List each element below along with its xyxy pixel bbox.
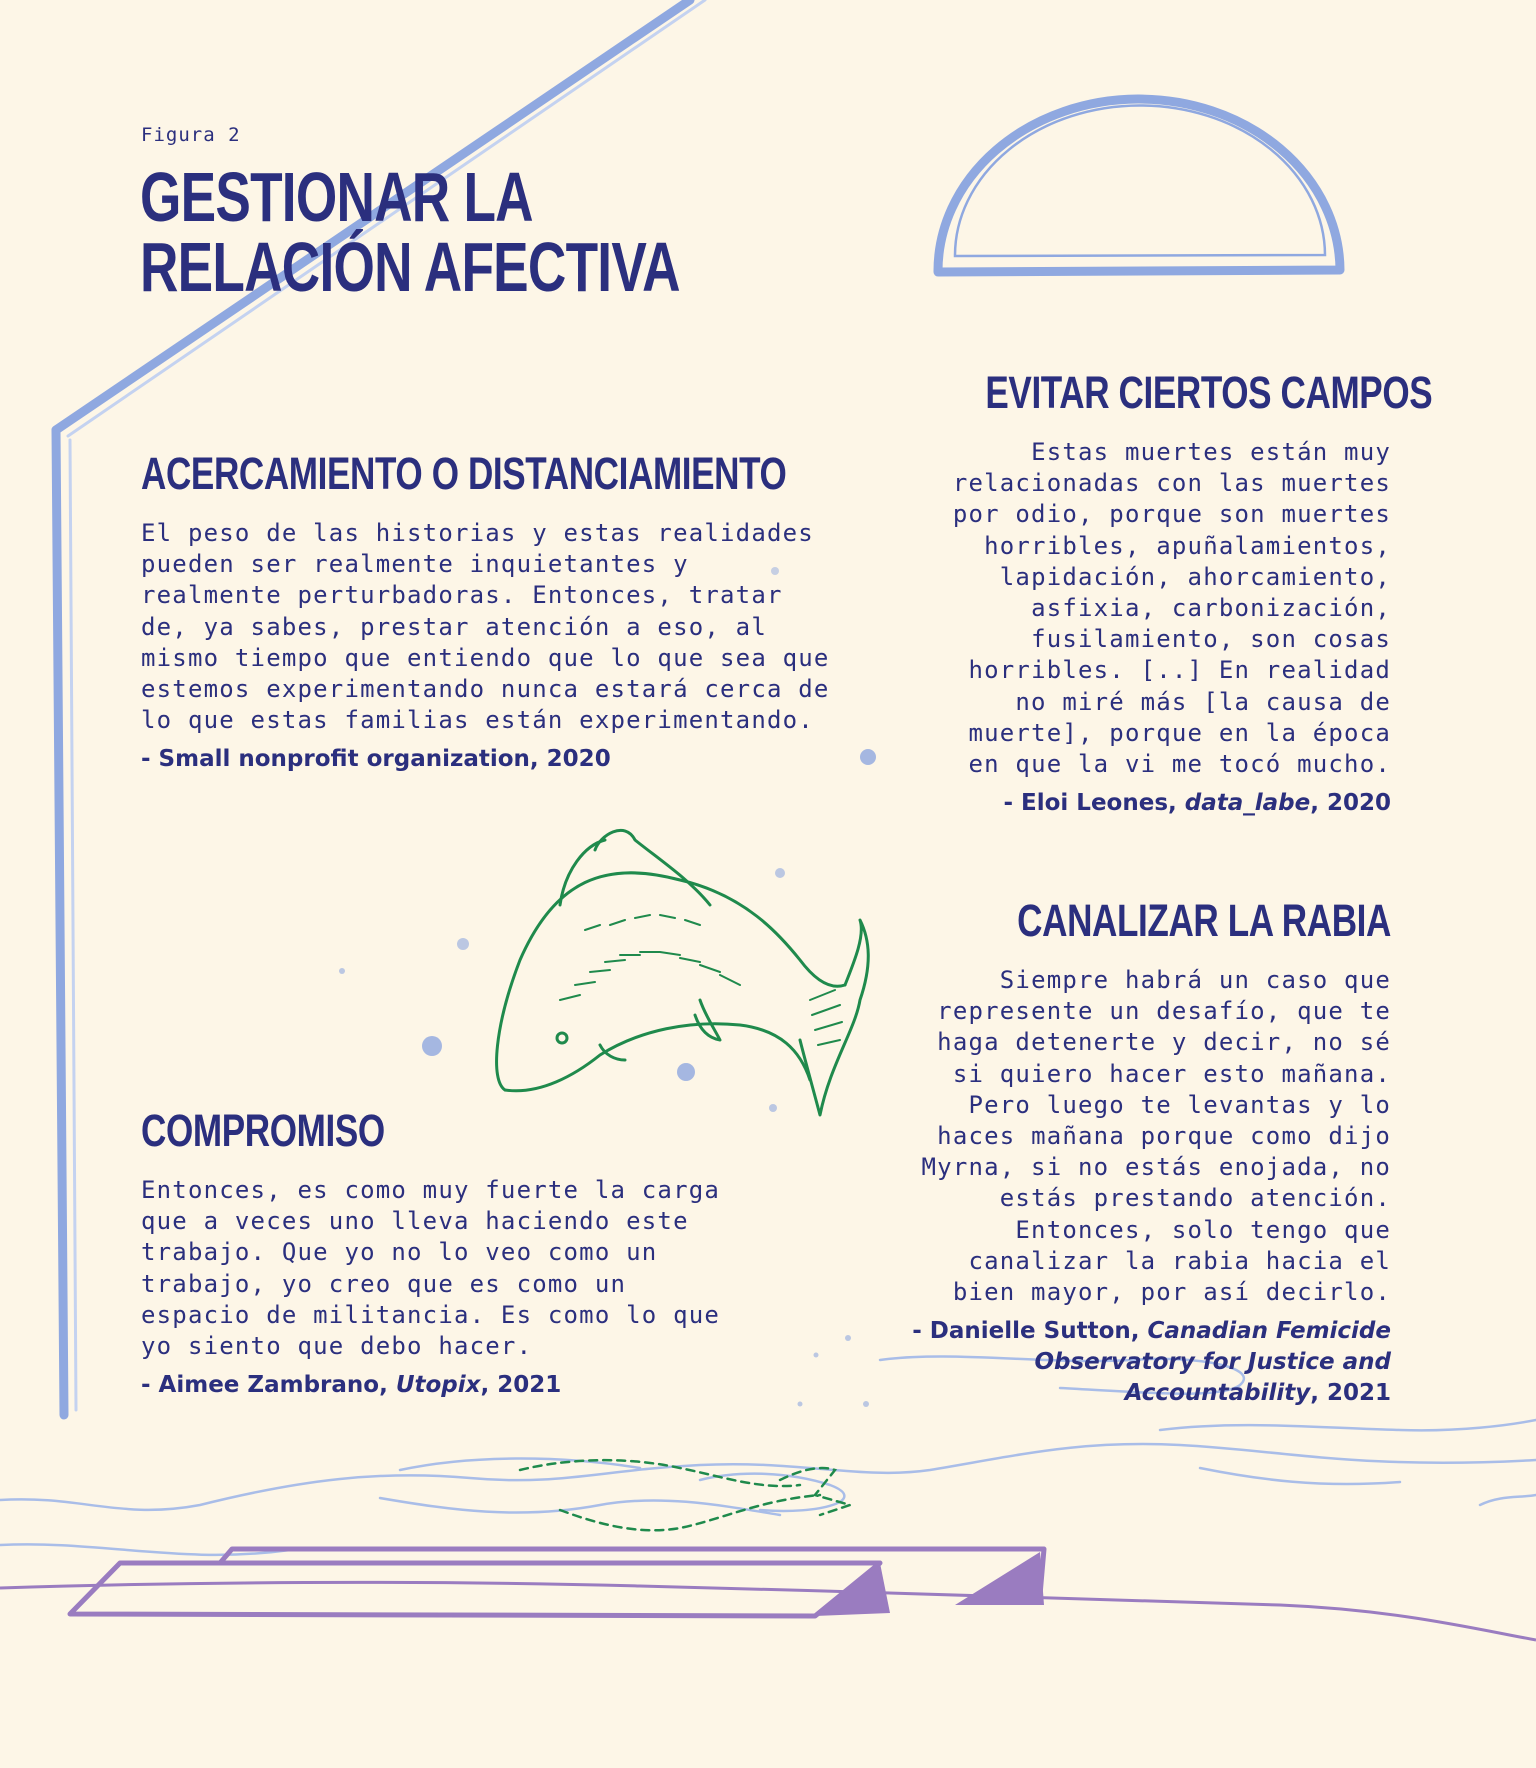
page-title xyxy=(140,158,680,306)
section-attribution xyxy=(831,1316,1391,1409)
attribution-year: , 2020 xyxy=(1310,790,1391,817)
section-evitar xyxy=(871,367,1433,819)
stone-slab xyxy=(0,1549,1536,1640)
section-heading: CANALIZAR LA RABIA xyxy=(1017,895,1391,946)
section-heading: ACERCAMIENTO O DISTANCIAMIENTO xyxy=(141,448,787,499)
attribution-author: - Eloi Leones, xyxy=(1003,790,1185,817)
section-quote: Estas muertes están muy relacionadas con las muertes por odio, porque son muertes horribles, apuñalamientos, lapidación, ahorcamiento, asfixia, carbonización, fusilamiento, son cosas horribles. [..] En realidad no miré más [la causa de muerte], porque en la época en que la vi me tocó mucho. xyxy=(952,438,1391,779)
attribution-source-line-1: Canadian Femicide xyxy=(1147,1318,1391,1345)
section-attribution xyxy=(871,788,1391,819)
attribution-source-line-2: Observatory for Justice and xyxy=(1034,1349,1391,1376)
section-canalizar xyxy=(831,895,1391,1409)
section-heading: COMPROMISO xyxy=(141,1105,385,1156)
section-heading: EVITAR CIERTOS CAMPOS xyxy=(985,367,1433,418)
section-compromiso xyxy=(141,1105,821,1401)
fish-illustration xyxy=(497,830,869,1115)
attribution-year: , 2021 xyxy=(1310,1380,1391,1407)
figure-label: Figura 2 xyxy=(141,124,241,146)
section-quote: Siempre habrá un caso que represente un desafío, que te haga detenerte y decir, no sé si quiero hacer esto mañana. Pero luego te levantas y lo haces mañana porque como dijo Myrna, si no estás enojada, no estás prestando atención. Entonces, solo tengo que canalizar la rabia hacia el bien mayor, por así decirlo. xyxy=(921,966,1391,1307)
section-attribution: - Small nonprofit organization, 2020 xyxy=(141,746,611,773)
page-title-line-2: RELACIÓN AFECTIVA xyxy=(140,228,680,306)
attribution-author: - Aimee Zambrano, xyxy=(141,1372,396,1399)
section-attribution xyxy=(141,1370,821,1401)
section-quote: Entonces, es como muy fuerte la carga que a veces uno lleva haciendo este trabajo. Que yo no lo veo como un trabajo, yo creo que es como un espacio de militancia. Es como lo que yo siento que debo hacer. xyxy=(141,1176,721,1361)
page-title-line-1: GESTIONAR LA xyxy=(140,158,533,236)
semicircle-window xyxy=(938,99,1340,272)
section-quote: El peso de las historias y estas realidades pueden ser realmente inquietantes y realmente perturbadoras. Entonces, tratar de, ya sabes, prestar atención a eso, al mismo tiempo que entiendo que lo que sea que estemos experimentando nunca estará cerca de lo que estas familias están experimentando. xyxy=(141,519,830,735)
fish-reflection xyxy=(520,1460,850,1530)
attribution-source: data_labe xyxy=(1184,790,1311,817)
attribution-year: , 2021 xyxy=(480,1372,562,1399)
section-acercamiento xyxy=(141,448,881,775)
attribution-author: - Danielle Sutton, xyxy=(912,1318,1148,1345)
attribution-source: Utopix xyxy=(395,1372,481,1399)
attribution-source-line-3: Accountability xyxy=(1124,1380,1311,1407)
